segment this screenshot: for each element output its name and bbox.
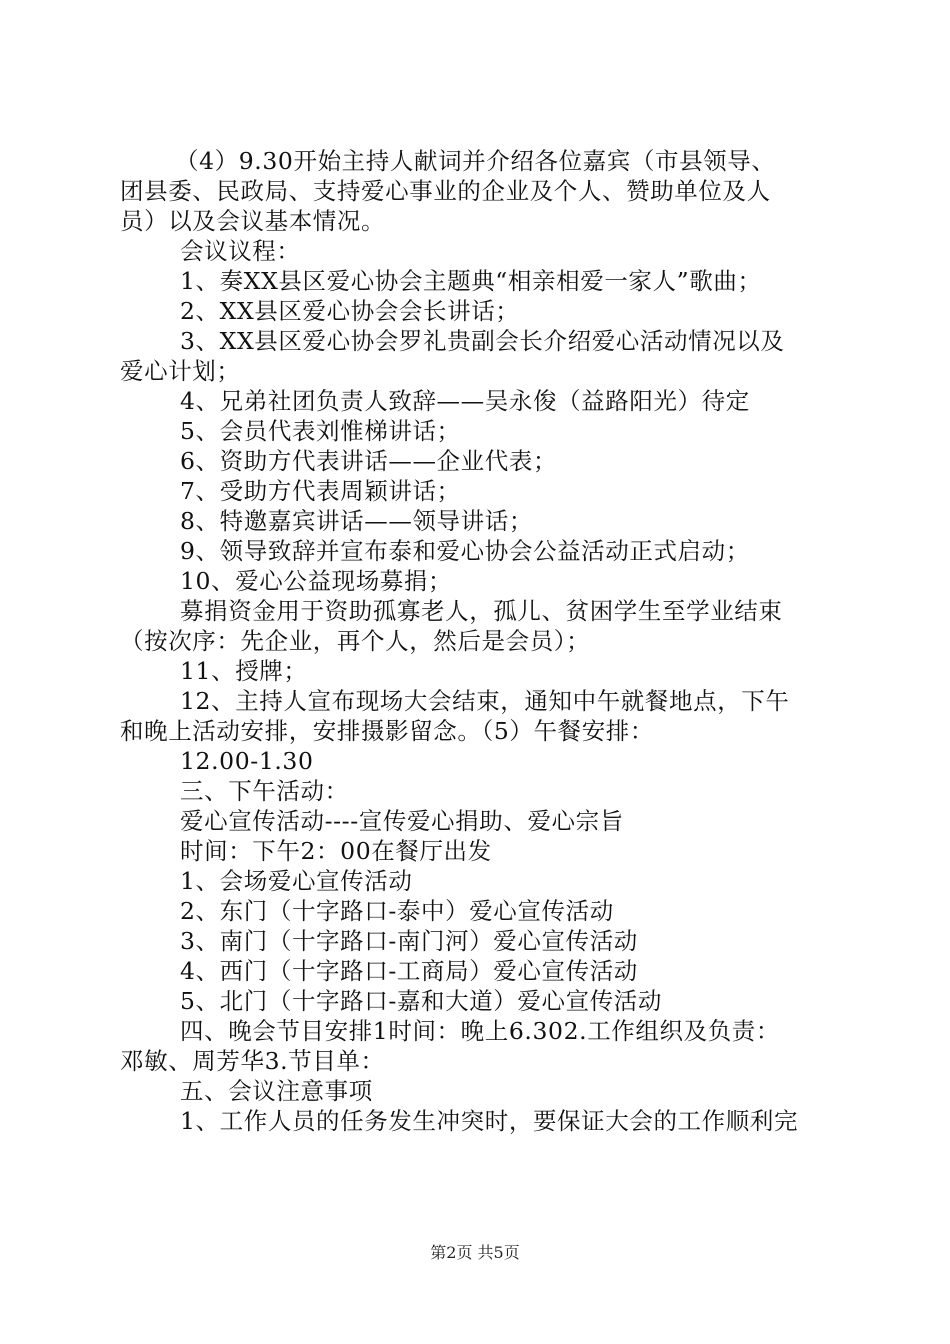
paragraph-line: 邓敏、周芳华3.节目单： (120, 1047, 385, 1075)
agenda-item: 1、奏XX县区爱心协会主题典“相亲相爱一家人”歌曲； (180, 267, 762, 295)
agenda-item: 10、爱心公益现场募捐； (180, 567, 453, 595)
agenda-item: 11、授牌； (180, 657, 308, 685)
list-item: 3、南门（十字路口-南门河）爱心宣传活动 (180, 927, 638, 955)
paragraph-line: 爱心宣传活动----宣传爱心捐助、爱心宗旨 (180, 807, 624, 835)
paragraph-line: 12.00-1.30 (180, 747, 314, 775)
list-item: 1、会场爱心宣传活动 (180, 867, 413, 895)
agenda-item: 12、主持人宣布现场大会结束，通知中午就餐地点，下午 (180, 687, 790, 715)
paragraph-line: 时间：下午2：00在餐厅出发 (180, 837, 492, 865)
list-item: 5、北门（十字路口-嘉和大道）爱心宣传活动 (180, 987, 662, 1015)
paragraph-line: 爱心计划； (120, 357, 241, 385)
page-number-footer: 第2页 共5页 (430, 1243, 520, 1262)
section-heading: 三、下午活动： (180, 777, 349, 805)
section-heading: 五、会议注意事项 (180, 1077, 373, 1105)
list-item: 4、西门（十字路口-工商局）爱心宣传活动 (180, 957, 638, 985)
agenda-item: 6、资助方代表讲话——企业代表； (180, 447, 558, 475)
agenda-item: 2、XX县区爱心协会会长讲话； (180, 297, 520, 325)
paragraph-line: （按次序：先企业，再个人，然后是会员）； (120, 627, 591, 655)
section-heading: 会议议程： (180, 237, 301, 265)
section-heading: 四、晚会节目安排1时间：晚上6.302.工作组织及负责： (180, 1017, 780, 1045)
paragraph-line: 募捐资金用于资助孤寡老人，孤儿、贫困学生至学业结束 (180, 597, 783, 625)
agenda-item: 7、受助方代表周颖讲话； (180, 477, 461, 505)
list-item: 1、工作人员的任务发生冲突时，要保证大会的工作顺利完 (180, 1107, 799, 1135)
paragraph-line: 员）以及会议基本情况。 (120, 207, 386, 235)
agenda-item: 5、会员代表刘惟梯讲话； (180, 417, 461, 445)
paragraph-line: 团县委、民政局、支持爱心事业的企业及个人、赞助单位及人 (120, 177, 771, 205)
paragraph-line: （4）9.30开始主持人献词并介绍各位嘉宾（市县领导、 (175, 147, 776, 175)
paragraph-line: 和晚上活动安排，安排摄影留念。（5）午餐安排： (120, 717, 655, 745)
agenda-item: 8、特邀嘉宾讲话——领导讲话； (180, 507, 533, 535)
agenda-item: 4、兄弟社团负责人致辞——吴永俊（益路阳光）待定 (180, 387, 750, 415)
document-body (120, 146, 832, 1136)
agenda-item: 3、XX县区爱心协会罗礼贵副会长介绍爱心活动情况以及 (180, 327, 785, 355)
list-item: 2、东门（十字路口-泰中）爱心宣传活动 (180, 897, 614, 925)
agenda-item: 9、领导致辞并宣布泰和爱心协会公益活动正式启动； (180, 537, 750, 565)
